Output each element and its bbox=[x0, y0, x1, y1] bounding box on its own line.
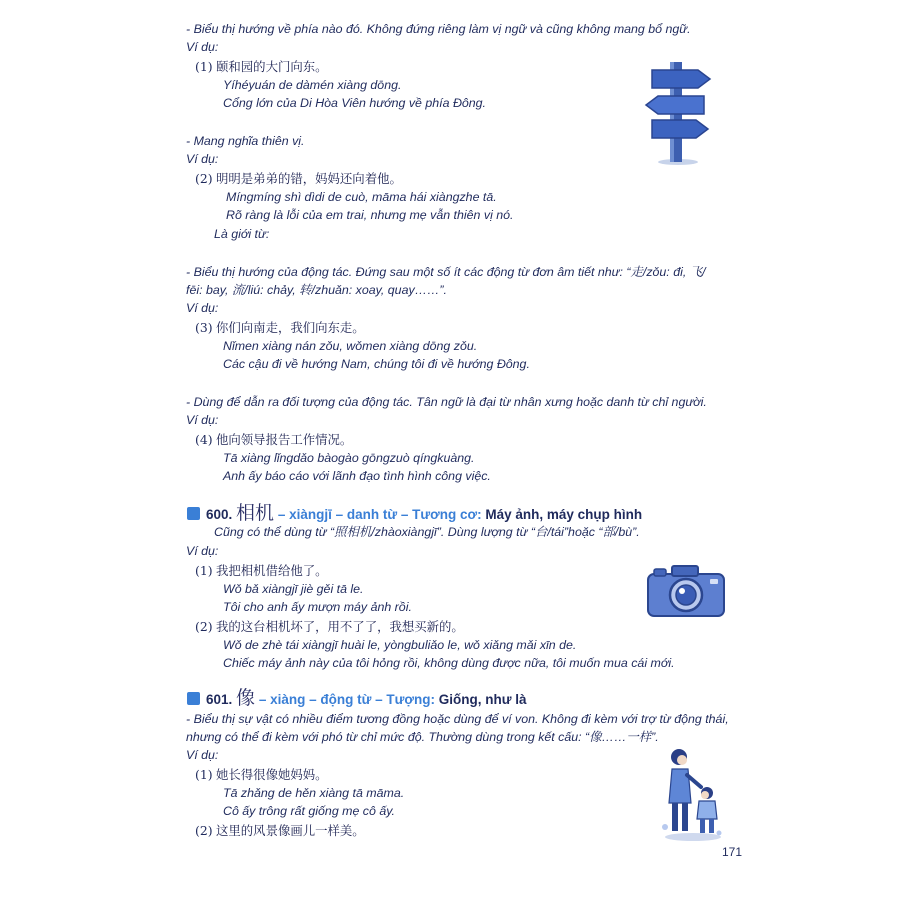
example-label: Ví dụ: bbox=[186, 748, 219, 762]
definition-line: fēi: bay, 流/liú: chảy, 转/zhuǎn: xoay, quay……”. bbox=[186, 283, 447, 297]
example-pinyin: Wǒ de zhè tái xiàngjī huài le, yòngbuliǎo le, wǒ xiǎng mǎi xīn de. bbox=[223, 638, 577, 652]
example-label: Ví dụ: bbox=[186, 301, 219, 315]
example-pinyin: Tā zhǎng de hěn xiàng tā māma. bbox=[223, 786, 405, 800]
subheading: Là giới từ: bbox=[214, 227, 270, 241]
entry-heading-600: 600. 相机 – xiàngjī – danh từ – Tương cơ: Máy ảnh, máy chụp hình bbox=[187, 503, 642, 525]
example-translation: Các cậu đi về hướng Nam, chúng tôi đi về hướng Đông. bbox=[223, 357, 530, 371]
definition-line: - Biểu thị hướng về phía nào đó. Không đứng riêng làm vị ngữ và cũng không mang bổ ngữ. bbox=[186, 22, 691, 36]
example-hanzi: (4) 他向领导报告工作情况。 bbox=[195, 432, 353, 447]
definition-line: - Biểu thị sự vật có nhiều điểm tương đồng hoặc dùng để ví von. Không đi kèm với trợ từ động thái, bbox=[186, 712, 729, 726]
example-translation: Anh ấy báo cáo với lãnh đạo tình hình công việc. bbox=[223, 469, 491, 483]
example-pinyin: Yíhéyuán de dàmén xiàng dōng. bbox=[223, 78, 402, 92]
example-label: Ví dụ: bbox=[186, 40, 219, 54]
example-translation: Cô ấy trông rất giống mẹ cô ấy. bbox=[223, 804, 395, 818]
mother-child-icon bbox=[657, 747, 727, 842]
example-label: Ví dụ: bbox=[186, 152, 219, 166]
entry-heading-601: 601. 像 – xiàng – động từ – Tượng: Giống, như là bbox=[187, 688, 527, 710]
signpost-icon bbox=[640, 58, 716, 168]
bullet-square-icon bbox=[187, 692, 200, 705]
camera-icon bbox=[646, 562, 726, 618]
example-hanzi: (2) 这里的风景像画儿一样美。 bbox=[195, 823, 365, 838]
example-translation: Cổng lớn của Di Hòa Viên hướng về phía Đông. bbox=[223, 96, 487, 110]
example-translation: Tôi cho anh ấy mượn máy ảnh rồi. bbox=[223, 600, 412, 614]
page-number: 171 bbox=[722, 845, 743, 859]
example-pinyin: Tā xiàng lǐngdǎo bàogào gōngzuò qíngkuàng. bbox=[223, 451, 475, 465]
example-hanzi: (2) 明明是弟弟的错，妈妈还向着他。 bbox=[195, 171, 402, 186]
example-pinyin: Míngmíng shì dìdi de cuò, māma hái xiàngzhe tā. bbox=[226, 190, 497, 204]
example-pinyin: Wǒ bǎ xiàngjī jiè gěi tā le. bbox=[223, 582, 364, 596]
example-translation: Rõ ràng là lỗi của em trai, nhưng mẹ vẫn thiên vị nó. bbox=[226, 208, 514, 222]
bullet-square-icon bbox=[187, 507, 200, 520]
definition-line: - Biểu thị hướng của động tác. Đứng sau một số ít các động từ đơn âm tiết như: “走/zǒu: đi, 飞/ bbox=[186, 265, 706, 279]
example-pinyin: Nǐmen xiàng nán zǒu, wǒmen xiàng dōng zǒu. bbox=[223, 339, 478, 353]
example-hanzi: (1) 她长得很像她妈妈。 bbox=[195, 767, 328, 782]
example-hanzi: (3) 你们向南走，我们向东走。 bbox=[195, 320, 365, 335]
example-hanzi: (1) 颐和园的大门向东。 bbox=[195, 59, 328, 74]
example-hanzi: (1) 我把相机借给他了。 bbox=[195, 563, 328, 578]
definition-line: nhưng có thể đi kèm với phó từ chỉ mức độ. Thường dùng trong kết cấu: “像……一样”. bbox=[186, 730, 659, 744]
definition-line: - Mang nghĩa thiên vị. bbox=[186, 134, 305, 148]
example-label: Ví dụ: bbox=[186, 544, 219, 558]
definition-line: - Dùng để dẫn ra đối tượng của động tác. Tân ngữ là đại từ nhân xưng hoặc danh từ chỉ người. bbox=[186, 395, 707, 409]
example-hanzi: (2) 我的这台相机坏了，用不了了，我想买新的。 bbox=[195, 619, 464, 634]
example-label: Ví dụ: bbox=[186, 413, 219, 427]
definition-line: Cũng có thể dùng từ “照相机/zhàoxiàngjī”. Dùng lượng từ “台/tái”hoặc “部/bù”. bbox=[214, 525, 640, 539]
example-translation: Chiếc máy ảnh này của tôi hỏng rồi, không dùng được nữa, tôi muốn mua cái mới. bbox=[223, 656, 675, 670]
